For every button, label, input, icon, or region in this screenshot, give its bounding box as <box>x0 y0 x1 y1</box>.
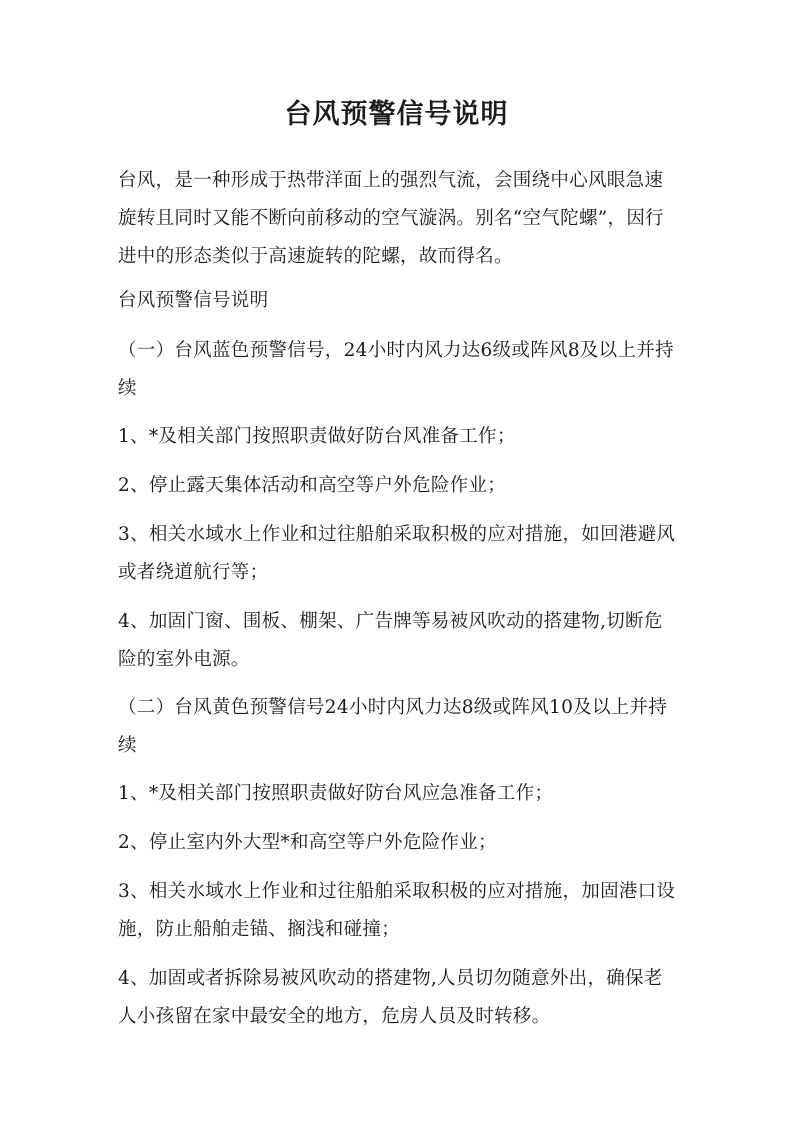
yellow-signal-heading: （二）台风黄色预警信号24小时内风力达8级或阵风10及以上并持续 <box>118 697 668 756</box>
yellow-item-4: 4、加固或者拆除易被风吹动的搭建物,人员切勿随意外出，确保老人小孩留在家中最安全的地方，危房人员及时转移。 <box>118 968 663 1027</box>
section-heading: 台风预警信号说明 <box>118 290 269 311</box>
document-title: 台风预警信号说明 <box>284 99 509 130</box>
blue-item-4: 4、加固门窗、围板、棚架、广告牌等易被风吹动的搭建物,切断危险的室外电源。 <box>118 611 663 670</box>
blue-item-2: 2、停止露天集体活动和高空等户外危险作业； <box>118 475 507 496</box>
blue-item-3: 3、相关水域水上作业和过往船舶采取积极的应对措施，如回港避风或者绕道航行等； <box>118 524 676 583</box>
intro-paragraph: 台风，是一种形成于热带洋面上的强烈气流，会围绕中心风眼急速旋转且同时又能不断向前移动的空气漩涡。别名“空气陀螺”，因行进中的形态类似于高速旋转的陀螺，故而得名。 <box>118 170 664 267</box>
yellow-item-2: 2、停止室内外大型*和高空等户外危险作业； <box>118 832 497 853</box>
yellow-item-3: 3、相关水域水上作业和过往船舶采取积极的应对措施，加固港口设施，防止船舶走锚、搁浅和碰撞； <box>118 881 676 940</box>
yellow-item-1: 1、*及相关部门按照职责做好防台风应急准备工作； <box>118 783 554 804</box>
blue-item-1: 1、*及相关部门按照职责做好防台风准备工作； <box>118 426 516 447</box>
blue-signal-heading: （一）台风蓝色预警信号，24小时内风力达6级或阵风8及以上并持续 <box>118 340 674 399</box>
